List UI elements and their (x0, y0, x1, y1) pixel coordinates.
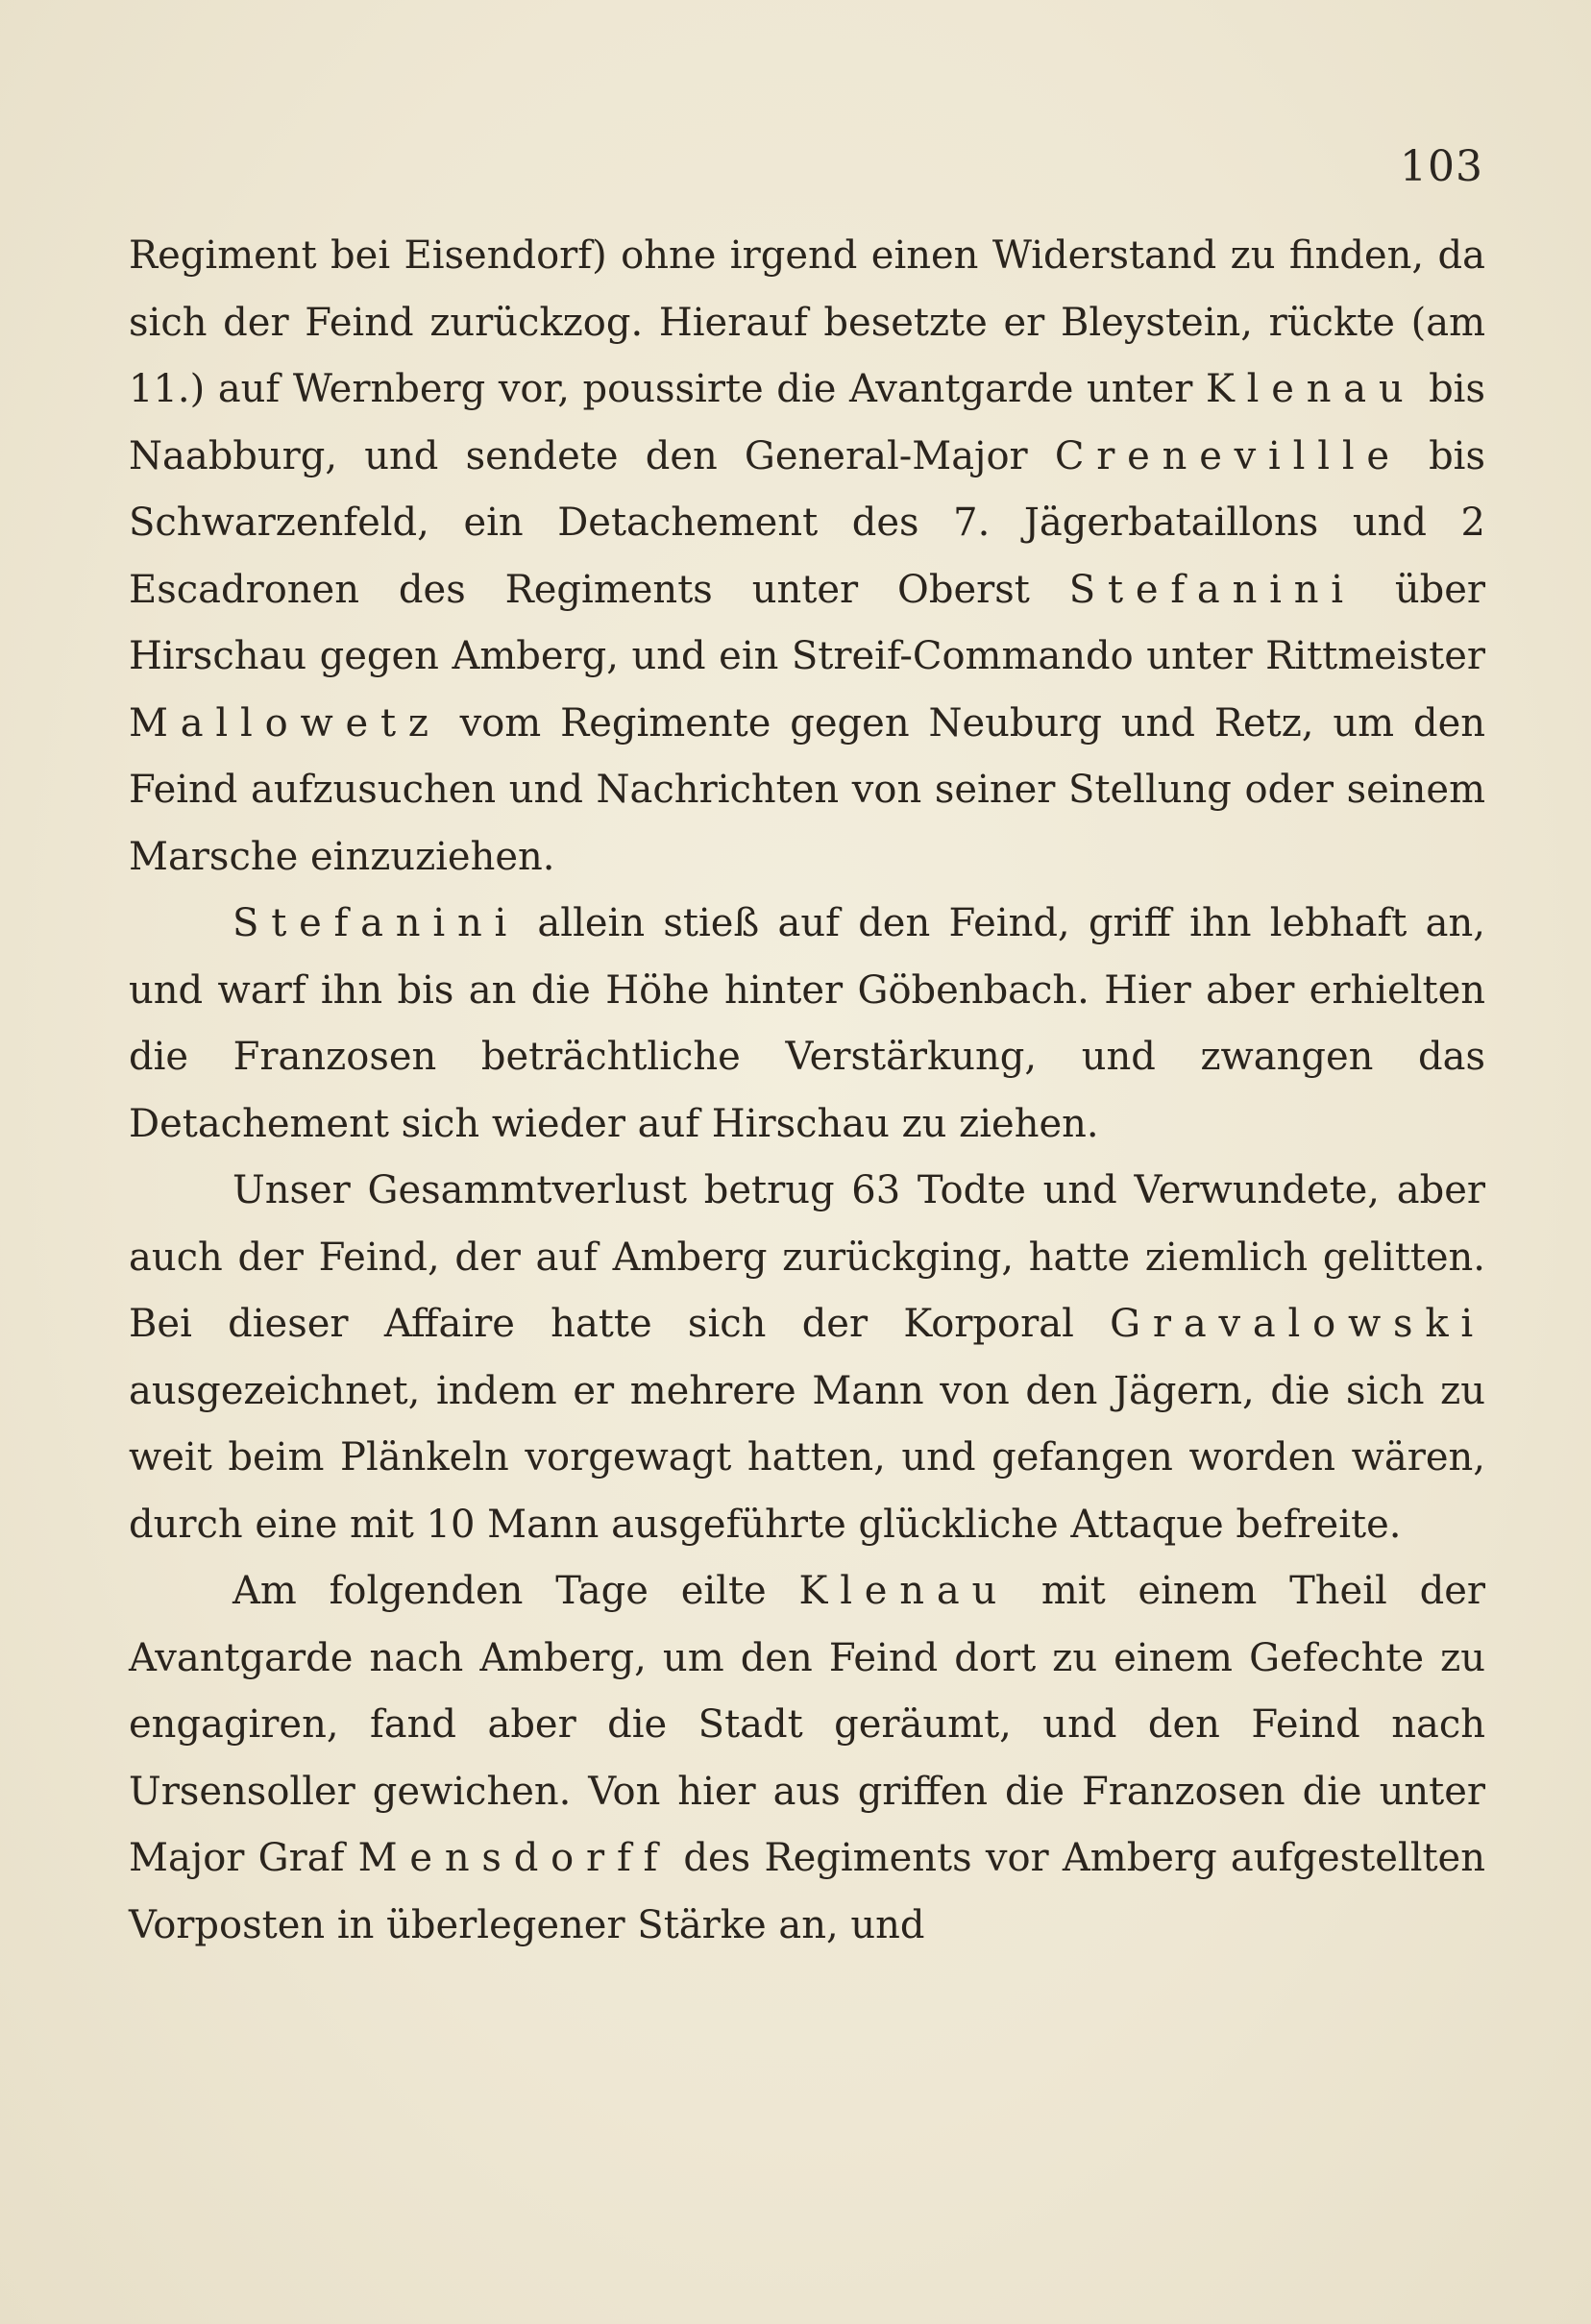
spaced-name: Stefanini (1068, 567, 1356, 612)
page-number: 103 (1400, 142, 1483, 191)
paragraph (129, 891, 1485, 1158)
text-run: Am folgenden Tage eilte (233, 1569, 799, 1613)
spaced-name: Gravalowski (1110, 1302, 1485, 1346)
text-run: Unser Gesammtverlust betrug 63 Todte und Verwundete, aber auch der Feind, der auf Amberg zurückging, hatte ziemlich gelitten. Bei dieser Affaire hatte sich der Korporal (129, 1168, 1485, 1346)
spaced-name: Mallowetz (129, 700, 441, 746)
text-run: ausgezeichnet, indem er mehrere Mann von den Jägern, die sich zu weit beim Plänkeln vorgewagt hatten, und gefangen worden wären, durch eine mit 10 Mann ausgeführte glückliche Attaque befreite. (129, 1368, 1485, 1547)
text-run: Regiment bei Eisendorf) ohne irgend einen Widerstand zu finden, da sich der Feind zurückzog. Hierauf besetzte er Bleystein, rückte (am 11.) auf Wernberg vor, poussirte die Avantgarde unter (129, 233, 1485, 411)
spaced-name: Klenau (798, 1569, 1010, 1613)
spaced-name: Mensdorff (357, 1836, 671, 1880)
body-text (129, 223, 1485, 1959)
text-run: über Hirschau gegen Amberg, und ein Streif-Commando unter Rittmeister (129, 567, 1485, 678)
text-run: bis Naabburg, und sendete den General-Major (129, 367, 1486, 478)
text-run: des Regiments vor Amberg aufgestellten Vorposten in überlegener Stärke an, und (129, 1836, 1485, 1947)
paragraph (129, 1558, 1485, 1959)
spaced-name: Klenau (1205, 367, 1416, 411)
spaced-name: Stefanini (233, 901, 520, 945)
text-run: mit einem Theil der Avantgarde nach Amberg, um den Feind dort zu einem Gefechte zu engagiren, fand aber die Stadt geräumt, und den Feind nach Ursensoller gewichen. Von hier aus griffen die Franzosen die unter Major Graf (129, 1569, 1485, 1880)
spaced-name: Crenevillle (1054, 433, 1402, 478)
paragraph (129, 223, 1485, 891)
paragraph (129, 1158, 1485, 1558)
text-run: vom Regimente gegen Neuburg und Retz, um den Feind aufzusuchen und Nachrichten von seiner Stellung oder seinem Marsche einzuziehen. (129, 700, 1485, 879)
text-run: allein stieß auf den Feind, griff ihn lebhaft an, und warf ihn bis an die Höhe hinter Göbenbach. Hier aber erhielten die Franzosen beträchtliche Verstärkung, und zwangen das Detachement sich wieder auf Hirschau zu ziehen. (129, 901, 1485, 1146)
text-run: bis Schwarzenfeld, ein Detachement des 7. Jägerbataillons und 2 Escadronen des Regiments unter Oberst (129, 433, 1485, 612)
